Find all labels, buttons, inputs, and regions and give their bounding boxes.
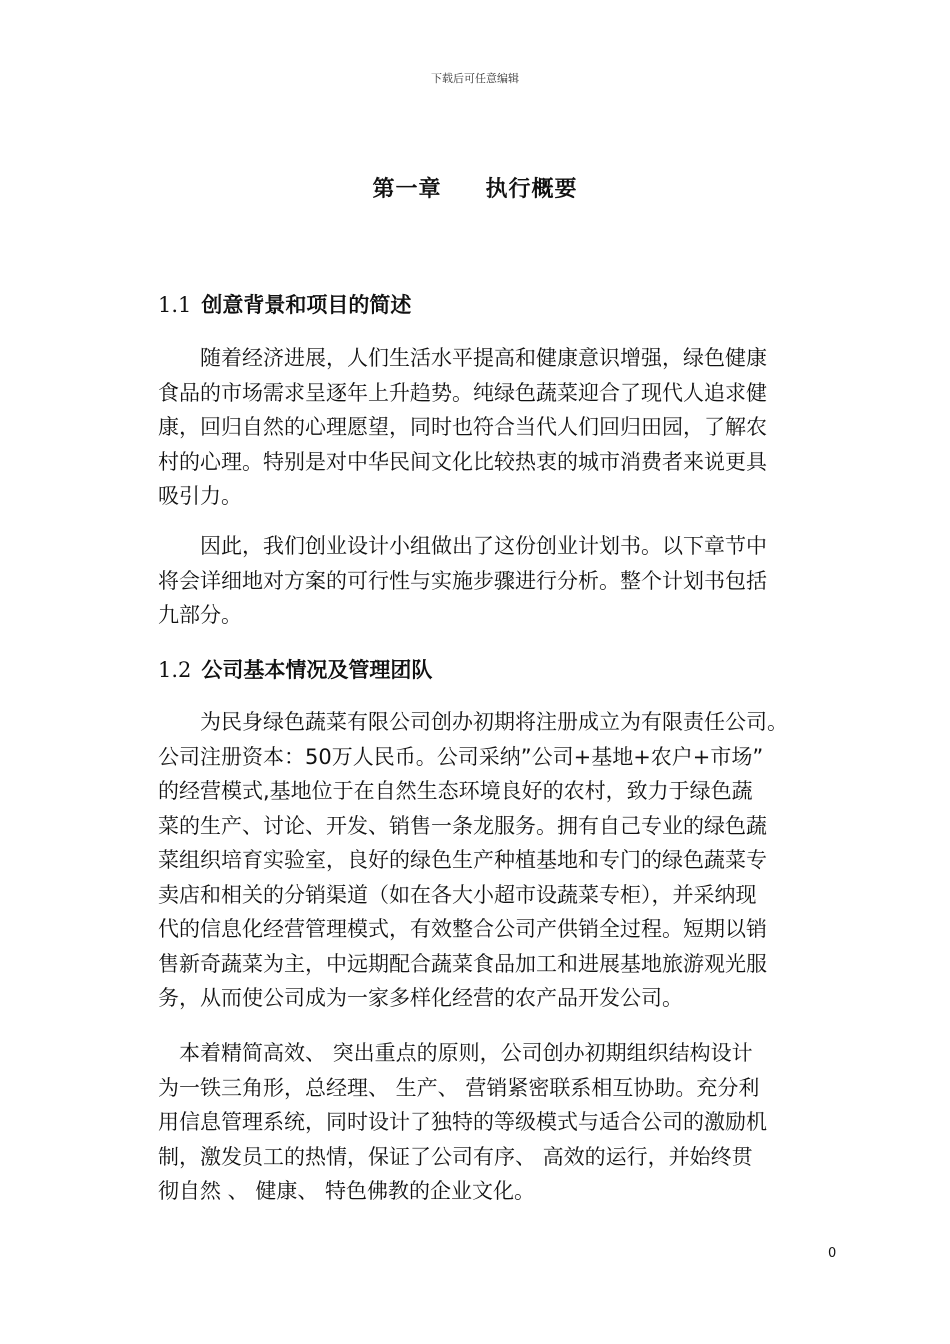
section-number: 1.1 [158, 293, 192, 317]
section-title: 公司基本情况及管理团队 [201, 658, 433, 682]
text-line: 代的信息化经营管理模式，有效整合公司产供销全过程。短期以销 [158, 917, 767, 941]
text-line: 用信息管理系统，同时设计了独特的等级模式与适合公司的激励机 [158, 1110, 767, 1134]
text-line: 为一铁三角形，总经理、 生产、 营销紧密联系相互协助。充分利 [158, 1075, 760, 1100]
page-header: 下载后可任意编辑 [431, 72, 519, 85]
text-line: 因此，我们创业设计小组做出了这份创业计划书。以下章节中 [158, 534, 767, 558]
text-line: 售新奇蔬菜为主，中远期配合蔬菜食品加工和进展基地旅游观光服 [158, 951, 767, 976]
chapter-number: 第一章 [372, 177, 442, 202]
section-title: 创意背景和项目的简述 [201, 293, 412, 317]
text-line: 卖店和相关的分销渠道（如在各大小超市设蔬菜专柜），并采纳现 [158, 882, 757, 907]
section-number: 1.2 [158, 658, 192, 682]
paragraph-background [158, 341, 848, 514]
text-line: 康，回归自然的心理愿望，同时也符合当代人们回归田园，了解农 [158, 415, 767, 439]
text-line: 菜的生产、讨论、开发、销售一条龙服务。拥有自己专业的绿色蔬 [158, 813, 767, 838]
text-line: 务，从而使公司成为一家多样化经营的农产品开发公司。 [158, 986, 683, 1010]
page-number: 0 [828, 1246, 837, 1261]
text-line: 随着经济进展，人们生活水平提高和健康意识增强，绿色健康 [158, 346, 767, 370]
text-line: 食品的市场需求呈逐年上升趋势。纯绿色蔬菜迎合了现代人追求健 [158, 380, 767, 405]
chapter-name: 执行概要 [485, 177, 578, 202]
section-heading-1-1 [158, 289, 411, 319]
text-line: 的经营模式,基地位于在自然生态环境良好的农村，致力于绿色蔬 [158, 779, 753, 803]
paragraph-plan-intro [158, 529, 848, 633]
text-line: 村的心理。特别是对中华民间文化比较热衷的城市消费者来说更具 [158, 449, 767, 474]
text-line: 彻自然 、 健康、 特色佛教的企业文化。 [158, 1179, 536, 1203]
text-line: 制，激发员工的热情，保证了公司有序、 高效的运行，并始终贯 [158, 1144, 753, 1169]
chapter-title [0, 172, 950, 203]
text-line: 吸引力。 [158, 484, 242, 508]
text-line: 为民身绿色蔬菜有限公司创办初期将注册成立为有限责任公司。 [158, 710, 788, 734]
text-line: 公司注册资本：50万人民币。公司采纳”公司+基地+农户+市场” [158, 744, 764, 769]
text-line: 将会详细地对方案的可行性与实施步骤进行分析。整个计划书包括 [158, 568, 767, 593]
section-heading-1-2 [158, 654, 432, 684]
paragraph-management [158, 1036, 848, 1209]
text-line: 本着精简高效、 突出重点的原则，公司创办初期组织结构设计 [158, 1041, 753, 1065]
paragraph-company-info [158, 705, 848, 1016]
text-line: 菜组织培育实验室，良好的绿色生产种植基地和专门的绿色蔬菜专 [158, 848, 767, 872]
text-line: 九部分。 [158, 603, 242, 627]
